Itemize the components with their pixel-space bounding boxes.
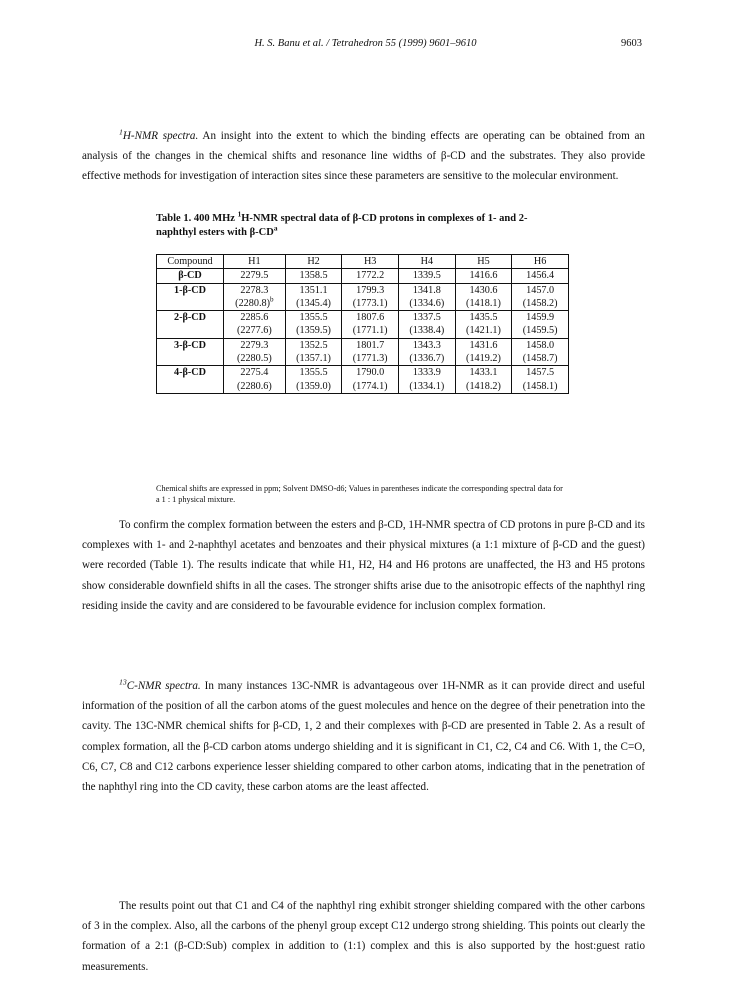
table-row-mixture xyxy=(157,352,569,366)
table-cell: 1355.5 xyxy=(285,366,342,380)
table-cell: (1345.4) xyxy=(285,297,342,311)
table-cell: 1430.6 xyxy=(455,283,512,297)
table-cell: 1352.5 xyxy=(285,338,342,352)
paragraph-complex-formation: To confirm the complex formation between the esters and β-CD, 1H-NMR spectra of CD protons in pure β-CD and its complexes with 1- and 2-naphthyl acetates and benzoates and their physical mixtures (a 1:1 mixture of β-CD and the guest) were recorded (Table 1). The results indicate that while H1, H2, H4 and H6 protons are unaffected, the H3 and H5 protons show considerable downfield shifts in all the cases. The stronger shifts arise due to the anisotropic effects of the naphthyl ring residing inside the cavity and are considered to be favourable evidence for inclusion complex formation. xyxy=(82,519,645,612)
table-cell: $(2280.8)^b$ xyxy=(224,297,286,311)
table-cell: (1357.1) xyxy=(285,352,342,366)
col-header: H1 xyxy=(224,255,286,269)
compound-cell: 2-β-CD xyxy=(157,311,224,325)
table-header-row xyxy=(157,255,569,269)
table-cell: 1457.5 xyxy=(512,366,569,380)
table-cell: (1334.6) xyxy=(399,297,456,311)
table-cell: 1458.0 xyxy=(512,338,569,352)
nmr-data-table xyxy=(156,254,569,394)
table-cell: (2280.5) xyxy=(224,352,286,366)
table-cell: (1334.1) xyxy=(399,380,456,394)
table-cell: (1771.3) xyxy=(342,352,399,366)
table-cell: (1458.7) xyxy=(512,352,569,366)
col-header: H2 xyxy=(285,255,342,269)
section-heading-13c-nmr: $^{13}$C-NMR spectra. xyxy=(119,677,201,692)
table-cell: (1458.2) xyxy=(512,297,569,311)
paragraph-text: An insight into the extent to which the binding effects are operating can be obtained from an analysis of the changes in the chemical shifts and resonance line widths of β-CD and the substrates. They also provide effective methods for investigation of interaction sites since these parameters are sensitive to the molecular environment. xyxy=(82,130,645,183)
table-cell: (1418.2) xyxy=(455,380,512,394)
table-cell: (1359.5) xyxy=(285,324,342,338)
table-cell: (1419.2) xyxy=(455,352,512,366)
table-cell: 1807.6 xyxy=(342,311,399,325)
table-cell: 1337.5 xyxy=(399,311,456,325)
table-row-mixture xyxy=(157,380,569,394)
col-header: H3 xyxy=(342,255,399,269)
table-cell: (1771.1) xyxy=(342,324,399,338)
table-cell: (1774.1) xyxy=(342,380,399,394)
table-row-mixture xyxy=(157,324,569,338)
compound-cell: 1-β-CD xyxy=(157,283,224,297)
table-cell: 2279.5 xyxy=(224,269,286,283)
section-heading-1h-nmr: $^1$H-NMR spectra. xyxy=(119,127,199,142)
table-cell: 1772.2 xyxy=(342,269,399,283)
table-cell: 2275.4 xyxy=(224,366,286,380)
table-cell: (1359.0) xyxy=(285,380,342,394)
table-cell: (1458.1) xyxy=(512,380,569,394)
table-row xyxy=(157,338,569,352)
col-header: Compound xyxy=(157,255,224,269)
table-cell: 1801.7 xyxy=(342,338,399,352)
table-row xyxy=(157,269,569,283)
table-cell: 1339.5 xyxy=(399,269,456,283)
running-header xyxy=(0,38,731,54)
table-cell: 1341.8 xyxy=(399,283,456,297)
table-cell: 1433.1 xyxy=(455,366,512,380)
table-cell: 1457.0 xyxy=(512,283,569,297)
table-caption: Table 1. 400 MHz $^1$H-NMR spectral data of β-CD protons in complexes of 1- and 2-naphthyl esters with $\beta-CD^a$ xyxy=(156,209,528,238)
table-cell: (1421.1) xyxy=(455,324,512,338)
table-cell: (2277.6) xyxy=(224,324,286,338)
compound-cell: 3-β-CD xyxy=(157,338,224,352)
page-number: 9603 xyxy=(621,38,642,49)
table-cell: 1358.5 xyxy=(285,269,342,283)
table-cell: 1343.3 xyxy=(399,338,456,352)
table-cell: 1355.5 xyxy=(285,311,342,325)
table-cell: 2285.6 xyxy=(224,311,286,325)
table-cell: 1431.6 xyxy=(455,338,512,352)
table-cell: (1338.4) xyxy=(399,324,456,338)
col-header: H6 xyxy=(512,255,569,269)
table-cell: (2280.6) xyxy=(224,380,286,394)
table-cell: 2278.3 xyxy=(224,283,286,297)
col-header: H5 xyxy=(455,255,512,269)
paragraph-text: In many instances 13C-NMR is advantageous over 1H-NMR as it can provide direct and useful information of the position of all the carbon atoms of the guest molecules and hence on the degree of their penetration into the cavity. The 13C-NMR chemical shifts for β-CD, 1, 2 and their complexes with β-CD are presented in Table 2. As a result of complex formation, all the β-CD carbon atoms undergo shielding and it is significant in C1, C2, C4 and C6. With 1, the C=O, C6, C7, C8 and C12 carbons experience lesser shielding compared to other carbon atoms, indicating that in the penetration of the naphthyl ring into the CD cavity, these carbon atoms are the least affected. xyxy=(82,680,646,794)
table-cell: 1416.6 xyxy=(455,269,512,283)
table-cell: 1456.4 xyxy=(512,269,569,283)
table-cell: 1790.0 xyxy=(342,366,399,380)
col-header: H4 xyxy=(399,255,456,269)
running-title: H. S. Banu et al. / Tetrahedron 55 (1999) 9601–9610 xyxy=(254,38,477,49)
table-cell: 2279.3 xyxy=(224,338,286,352)
table-row xyxy=(157,283,569,297)
table-row xyxy=(157,311,569,325)
table-row xyxy=(157,366,569,380)
table-cell: 1351.1 xyxy=(285,283,342,297)
table-cell: 1459.9 xyxy=(512,311,569,325)
table-cell: 1435.5 xyxy=(455,311,512,325)
compound-cell: β-CD xyxy=(157,269,224,283)
table-cell: (1773.1) xyxy=(342,297,399,311)
table-cell: (1418.1) xyxy=(455,297,512,311)
table-cell: 1799.3 xyxy=(342,283,399,297)
paragraph-13c-nmr xyxy=(82,676,645,797)
table-cell: (1336.7) xyxy=(399,352,456,366)
paragraph-results: The results point out that C1 and C4 of the naphthyl ring exhibit stronger shielding compared with the other carbons of 3 in the complex. Also, all the carbons of the phenyl group except C12 undergo strong shielding. This points out clearly the formation of a 2:1 (β-CD:Sub) complex in addition to (1:1) complex and this is also supported by the host:guest ratio measurements. xyxy=(82,900,645,973)
table-cell: (1459.5) xyxy=(512,324,569,338)
table-footnote: Chemical shifts are expressed in ppm; Solvent DMSO-d6; Values in parentheses indicate the corresponding spectral data for a 1 : 1 physical mixture. xyxy=(156,484,563,504)
compound-cell: 4-β-CD xyxy=(157,366,224,380)
table-row-mixture xyxy=(157,297,569,311)
table-cell: 1333.9 xyxy=(399,366,456,380)
paragraph-1h-nmr xyxy=(82,126,645,187)
